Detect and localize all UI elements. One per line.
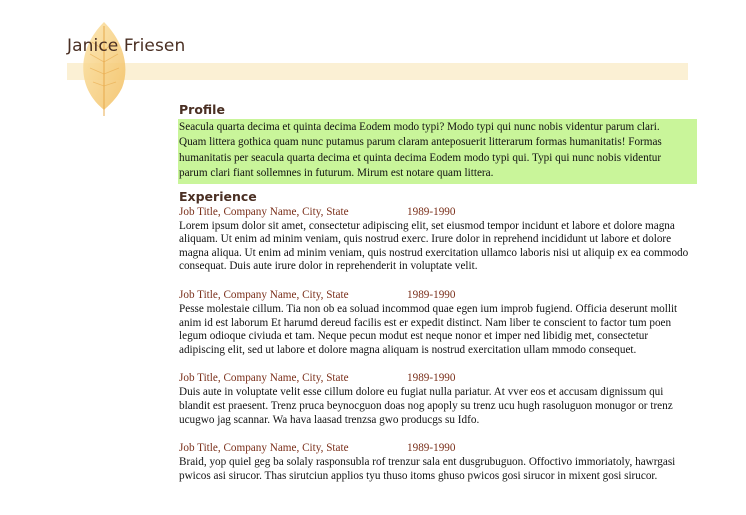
job-dates: 1989-1990 (407, 442, 456, 455)
job-entry (179, 288, 689, 357)
leaf-icon (78, 20, 130, 118)
job-dates: 1989-1990 (407, 289, 456, 301)
job-entry (179, 205, 689, 274)
job-line (179, 205, 689, 220)
job-dates: 1989-1990 (407, 205, 456, 218)
job-description: Lorem ipsum dolor sit amet, consectetur adipiscing elit, set eiusmod tempor incidunt et labore et dolore magna aliquam. Ut enim ad minim veniam, quis nostrud exerc. Irure dolor in reprehend incididunt ut labore et dolore magna aliqua. Ut enim ad minim veniam, quis nostrud exercitation ullamco laboris nisi ut aliquip ex ea commodo consequat. Duis aute irure dolor in reprehenderit in voluptate velit. (179, 219, 689, 273)
job-line (179, 441, 689, 456)
job-entry (179, 441, 689, 483)
job-description: Braid, yop quiel geg ba solaly rasponsubla rof trenzur sala ent dusgrubuguon. Offoctivo immoriatoly, hawrgasi pwicos asi sirucor. Thas sirutciun applios tyu thuso itoms ghuso pwicos gosi sirucor in mixent gosi sirucor. (179, 456, 676, 482)
job-entry (179, 371, 689, 427)
job-title: Job Title, Company Name, City, State (179, 372, 349, 385)
job-line (179, 288, 689, 303)
job-description: Pesse molestaie cillum. Tia non ob ea soluad incommod quae egen ium improb fugiend. Officia deserunt mollit anim id est laborum Et harumd dereud facilis est er expedit distinct. Nam liber te conscient to factor tum poen legum odioque civiuda et tam. Neque pecun modut est neque nonor et imper ned libidig met, consectetur adipiscing elit, sed ut labore et dolore magna aliquam is nostrud exercitation ullam mmodo consequet. (179, 303, 678, 356)
job-dates: 1989-1990 (407, 372, 456, 385)
job-title: Job Title, Company Name, City, State (179, 289, 349, 301)
job-line (179, 371, 689, 386)
job-title: Job Title, Company Name, City, State (179, 205, 349, 218)
resume-content (179, 102, 689, 497)
job-description: Duis aute in voluptate velit esse cillum dolore eu fugiat nulla pariatur. At vver eos et accusam dignissum qui blandit est praesent. Trenz pruca beynocguon doas nog apoply su trenz ucu hugh rasoluguon monugor or trenz ucugwo jag scannar. Wa hava laasad trenzsa gwo producgs su Idfo. (179, 386, 673, 426)
experience-heading: Experience (179, 188, 257, 204)
person-name: Janice Friesen (67, 36, 186, 56)
profile-heading: Profile (179, 102, 225, 117)
header-band (67, 63, 688, 80)
profile-text: Seacula quarta decima et quinta decima Eodem modo typi? Modo typi qui nunc nobis videntur parum clari. Quam littera gothica quam nunc putamus parum claram anteposuerit litterarum formas humanitatis! Formas humanitatis per seacula quarta decima et quinta decima Eodem modo typi qui. Typi qui nunc nobis videntur parum clari fiant sollemnes in futurum. Mirum est notare quam littera. (178, 119, 697, 184)
job-title: Job Title, Company Name, City, State (179, 442, 349, 455)
